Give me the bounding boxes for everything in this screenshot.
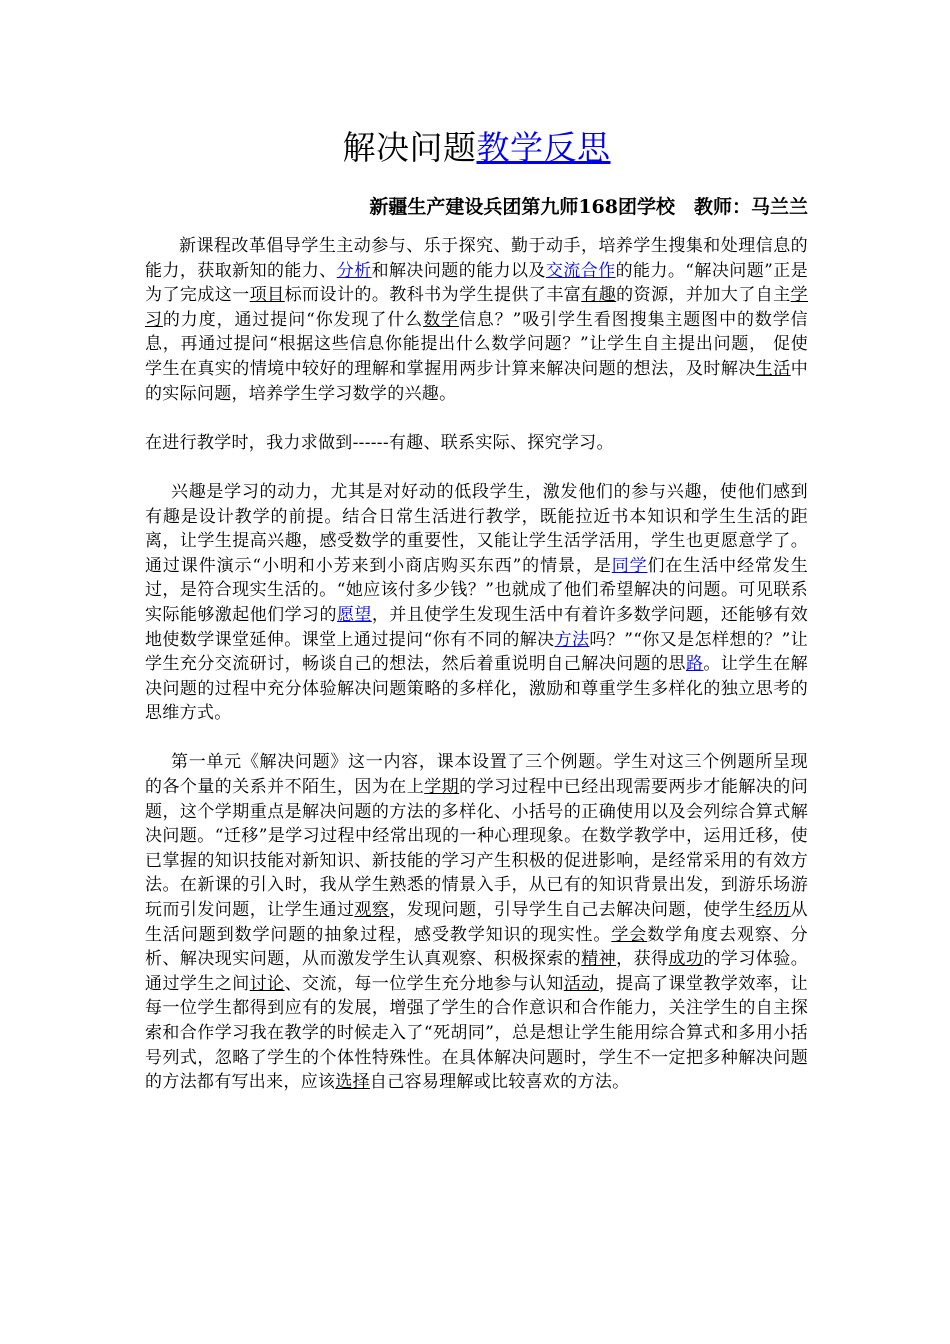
text-run: 们在生活中经常发生过，是符合现实生活的。“她应该付多少钱？”也就成了他们希望解决的问题。可见联系实际能够激起他们学习的	[145, 555, 809, 625]
underlined-term: 学期	[424, 777, 460, 798]
underlined-term: 生活	[755, 358, 791, 379]
text-run: 中的实际问题，培养学生学习数学的兴趣。	[145, 358, 808, 404]
paragraph-4	[145, 750, 808, 1094]
author-line: 新疆生产建设兵团第九师168团学校 教师：马兰兰	[369, 196, 808, 218]
underlined-term: 活动	[563, 973, 599, 994]
underlined-term: 成功	[668, 949, 704, 970]
paragraph-3	[145, 480, 808, 726]
underlined-term: 学习	[145, 285, 808, 330]
underlined-term: 选择	[335, 1072, 370, 1093]
text-run: 的力度，通过提问“你发现了什么	[162, 309, 424, 330]
text-run: 第一单元《解决问题》这一内容，课本设置了三个例题。学生对这三个例题所呈现的各个量的关系并不陌生，因为在上	[145, 752, 808, 798]
text-run: 新课程改革倡导学生主动参与、乐于探究、勤于动手，培养学生搜集和处理信息的能力，获取新知的能力、	[145, 236, 808, 281]
text-run: 信息？”吸引学生看图搜集主题图中的数学信息，再通过提问“根据这些信息你能提出什么数学问题？”让学生自主提出问题， 促使学生在真实的情境中较好的理解和掌握用两步计算来解决问题的想法，及时解决	[145, 309, 808, 379]
text-run: 自己容易理解或比较喜欢的方法。	[369, 1072, 630, 1093]
text-run: 吗？”“你又是怎样想的？”让学生充分交流研讨，畅谈自己的想法，然后着重说明自己解决问题的思	[145, 629, 808, 675]
link-cooperation[interactable]: 交流合作	[545, 260, 616, 281]
link-road[interactable]: 路	[685, 654, 704, 675]
title-link[interactable]: 教学反思	[476, 128, 611, 167]
underlined-term: 讨论	[249, 973, 285, 994]
link-analysis[interactable]: 分析	[336, 260, 372, 281]
text-run: 的学习过程中已经出现需要两步才能解决的问题，这个学期重点是解决问题的方法的多样化、小括号的正确使用以及会列综合算式解决问题。“迁移”是学习过程中经常出现的一种心理现象。在数学教学中，运用迁移，使已掌握的知识技能对新知识、新技能的学习产生积极的促进影响，是经常采用的有效方法。在新课的引入时，我从学生熟悉的情景入手，从已有的知识背景出发，到游乐场游玩而引发问题，让学生通过	[145, 777, 808, 921]
link-classmates[interactable]: 同学	[611, 555, 648, 576]
underlined-term: 精神	[581, 949, 617, 970]
text-run: 从生活问题到数学问题的抽象过程，感受教学知识的现实性。	[145, 900, 808, 945]
text-run: ，提高了课堂教学效率，让每一位学生都得到应有的发展，增强了学生的合作意识和合作能力，关注学生的自主探索和合作学习我在教学的时候走入了“死胡同”，总是想让学生能用综合算式和多用小括号列式，忽略了学生的个体性特殊性。在具体解决问题时，学生不一定把多种解决问题的方法都有写出来，应该	[145, 973, 808, 1093]
text-run: 的资源，并加大了自主	[616, 285, 791, 306]
text-run: ，获得	[616, 949, 669, 970]
text-run: 的学习体验。通过学生之间	[145, 949, 808, 994]
text-run: 的能力。“解决问题”正是为了完成这一	[145, 260, 808, 306]
document-title	[145, 118, 808, 178]
paragraph-1	[145, 234, 808, 406]
underlined-term: 数学	[423, 309, 459, 330]
text-run: ，发现问题，引导学生自己去解决问题，使学生	[389, 900, 756, 921]
text-run: 标而设计的。教科书为学生提供了丰富	[284, 285, 582, 306]
text-run: 、交流，每一位学生充分地参与认知	[284, 973, 564, 994]
text-run: ，并且使学生发现生活中有着许多数学问题，还能够有效地使数学课堂延伸。课堂上通过提问“你有不同的解决	[145, 604, 808, 650]
document-page	[145, 118, 808, 1119]
text-run: 数学角度去观察、分析、解决现实问题，从而激发学生认真观察、积极探索的	[145, 924, 808, 970]
text-run: 。让学生在解决问题的过程中充分体验解决问题策略的多样化，激励和尊重学生多样化的独立思考的思维方式。	[145, 654, 808, 724]
text-run: 和解决问题的能力以及	[371, 260, 546, 281]
paragraph-2: 在进行教学时，我力求做到------有趣、联系实际、探究学习。	[145, 432, 614, 453]
underlined-term: 项目	[249, 285, 285, 306]
underlined-term: 有趣	[581, 285, 617, 306]
link-method[interactable]: 方法	[554, 629, 590, 650]
link-wish[interactable]: 愿望	[336, 604, 372, 625]
text-run: 兴趣是学习的动力，尤其是对好动的低段学生，激发他们的参与兴趣，使他们感到有趣是设计教学的前提。结合日常生活进行教学，既能拉近书本知识和学生生活的距离，让学生提高兴趣，感受数学的重要性，又能让学生活学活用，学生也更愿意学了。通过课件演示“小明和小芳来到小商店购买东西”的情景，是	[145, 481, 808, 576]
underlined-term: 学会	[611, 924, 648, 945]
title-text: 解决问题	[342, 128, 477, 167]
underlined-term: 观察	[354, 900, 390, 921]
underlined-term: 经历	[755, 900, 791, 921]
